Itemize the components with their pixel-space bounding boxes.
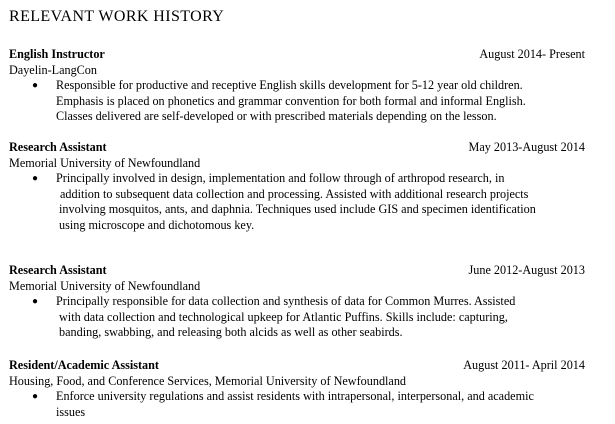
bullet-text (56, 389, 585, 420)
job-title: English Instructor (9, 47, 105, 61)
job-title: Research Assistant (9, 140, 107, 154)
bullet-item (9, 78, 585, 125)
entry-header (9, 140, 585, 156)
employer: Dayelin-LangCon (9, 62, 97, 77)
bullet-line: Classes delivered are self-developed or with prescribed materials depending on the lesson. (56, 109, 497, 123)
bullet-line: using microscope and dichotomous key. (59, 217, 255, 232)
bullet-icon: ● (32, 173, 39, 184)
job-dates: August 2011- April 2014 (463, 358, 585, 372)
job-title: Resident/Academic Assistant (9, 358, 159, 372)
entry-header (9, 47, 585, 63)
job-dates: June 2012-August 2013 (468, 263, 585, 277)
work-entry (9, 47, 585, 125)
bullet-text (56, 171, 585, 233)
bullet-line: Principally responsible for data collection and synthesis of data for Common Murres. Assisted (56, 294, 516, 308)
bullet-line: Emphasis is placed on phonetics and grammar convention for both formal and informal English. (56, 93, 526, 108)
bullet-item (9, 294, 585, 341)
employer: Memorial University of Newfoundland (9, 278, 201, 293)
bullet-icon: ● (32, 391, 39, 402)
bullet-icon: ● (32, 296, 39, 307)
bullet-line: addition to subsequent data collection and processing. Assisted with additional research projects (60, 186, 529, 201)
bullet-item (9, 389, 585, 420)
bullet-line: Enforce university regulations and assist residents with intrapersonal, interpersonal, and academic (56, 389, 534, 403)
entry-header (9, 358, 585, 374)
bullet-line: involving mosquitos, ants, and daphnia. Techniques used include GIS and specimen identification (59, 202, 536, 216)
bullet-text (56, 294, 585, 341)
section-title: RELEVANT WORK HISTORY (9, 8, 225, 25)
bullet-line: with data collection and technological upkeep for Atlantic Puffins. Skills include: capturing, (59, 309, 508, 324)
bullet-text (56, 78, 585, 125)
job-dates: August 2014- Present (479, 47, 585, 61)
bullet-line: Principally involved in design, implementation and follow through of arthropod research, in (56, 171, 505, 185)
employer: Memorial University of Newfoundland (9, 155, 201, 170)
bullet-line: issues (56, 404, 86, 419)
bullet-line: banding, swabbing, and releasing both alcids as well as other seabirds. (59, 325, 403, 339)
bullet-line: Responsible for productive and receptive English skills development for 5-12 year old children. (56, 78, 523, 92)
job-dates: May 2013-August 2014 (468, 140, 585, 154)
bullet-item (9, 171, 585, 233)
work-entry (9, 140, 585, 233)
entry-header (9, 263, 585, 279)
bullet-icon: ● (32, 80, 39, 91)
job-title: Research Assistant (9, 263, 107, 277)
work-entry (9, 263, 585, 341)
work-entry (9, 358, 585, 420)
employer: Housing, Food, and Conference Services, Memorial University of Newfoundland (9, 373, 407, 388)
